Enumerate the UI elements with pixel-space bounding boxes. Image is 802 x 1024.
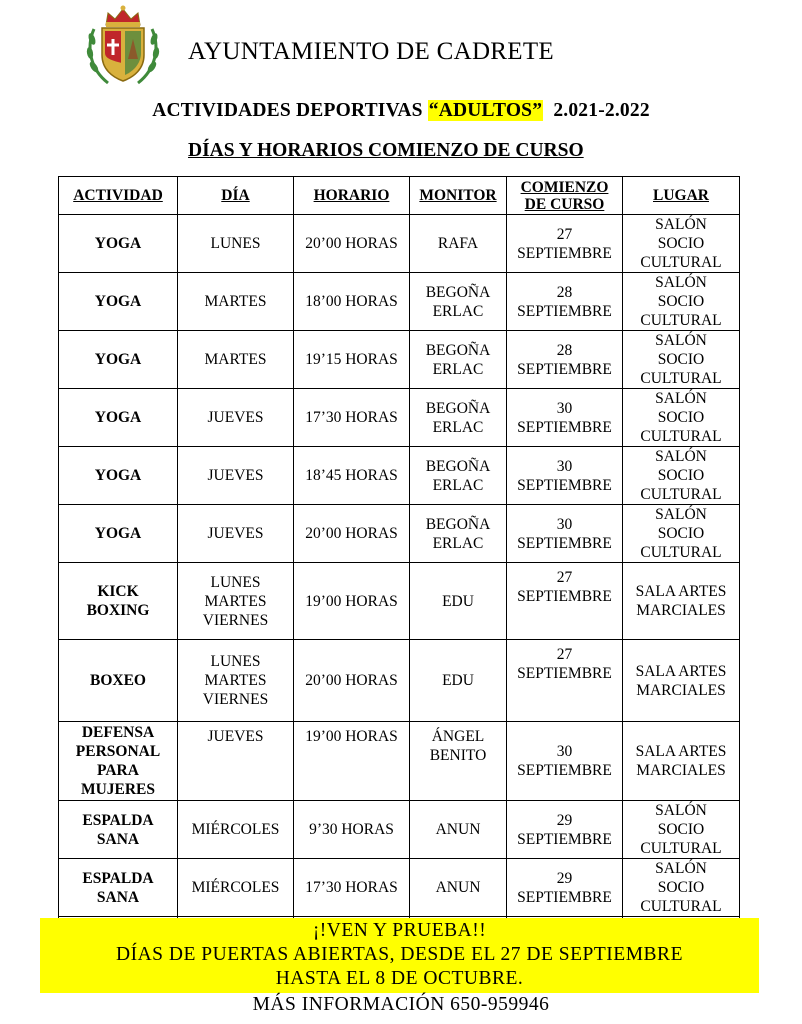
place-line: SALÓN: [655, 802, 707, 819]
cell-monitor: [410, 215, 507, 273]
cell-place: [623, 273, 740, 331]
monitor-line: BEGOÑA: [425, 341, 491, 359]
place-line: SOCIO: [657, 467, 705, 484]
activity-line: DEFENSA: [81, 724, 155, 741]
start-month: SEPTIEMBRE: [517, 665, 612, 682]
activity-line: SANA: [96, 830, 140, 848]
activity-line: YOGA: [94, 409, 142, 426]
title-prefix: ACTIVIDADES DEPORTIVAS: [152, 100, 428, 121]
header-place: LUGAR: [623, 177, 740, 215]
monitor-line: ERLAC: [432, 302, 484, 320]
cell-start: [507, 273, 623, 331]
cell-start: [507, 563, 623, 640]
start-month: SEPTIEMBRE: [517, 534, 612, 552]
place-line: SOCIO: [657, 525, 705, 542]
cell-place: [623, 389, 740, 447]
schedule-table: [58, 176, 740, 934]
cell-activity: [59, 859, 178, 917]
cell-start: [507, 331, 623, 389]
day-line: MARTES: [204, 592, 267, 610]
cell-time: 20’00 HORAS: [294, 640, 410, 722]
cell-time: 20’00 HORAS: [294, 215, 410, 273]
day-line: MARTES: [204, 293, 267, 310]
cell-time: 18’00 HORAS: [294, 273, 410, 331]
place-line: SALÓN: [655, 274, 707, 291]
place-line: SOCIO: [657, 409, 705, 426]
place-line: CULTURAL: [640, 428, 722, 445]
start-day: 28: [556, 341, 573, 359]
start-day: 27: [556, 569, 573, 586]
day-line: LUNES: [210, 573, 261, 591]
header-start-line1: COMIENZO: [520, 178, 609, 196]
cell-start: [507, 389, 623, 447]
cell-day: [178, 722, 294, 801]
place-line: CULTURAL: [640, 898, 722, 915]
cell-activity: [59, 389, 178, 447]
cell-time: 19’00 HORAS: [294, 722, 410, 801]
cell-place: [623, 722, 740, 801]
cell-time: 9’30 HORAS: [294, 801, 410, 859]
place-line: CULTURAL: [640, 486, 722, 503]
cell-activity: [59, 640, 178, 722]
place-line: MARCIALES: [636, 602, 726, 619]
header-start-line2: DE CURSO: [524, 195, 605, 213]
monitor-line: EDU: [442, 672, 474, 689]
cell-monitor: [410, 563, 507, 640]
table-row: [59, 389, 740, 447]
banner-line-1: ¡!VEN Y PRUEBA!!: [312, 920, 487, 941]
place-line: SALÓN: [655, 860, 707, 877]
banner-line-2: DÍAS DE PUERTAS ABIERTAS, DESDE EL 27 DE SEPTIEMBRE: [116, 944, 683, 965]
start-month: SEPTIEMBRE: [517, 244, 612, 262]
monitor-line: ERLAC: [432, 360, 484, 378]
activity-line: SANA: [96, 888, 140, 906]
place-line: SALÓN: [655, 506, 707, 523]
monitor-line: RAFA: [437, 235, 479, 252]
place-line: CULTURAL: [640, 370, 722, 387]
start-day: 29: [556, 869, 573, 887]
table-row: [59, 859, 740, 917]
start-month: SEPTIEMBRE: [517, 418, 612, 436]
cell-place: [623, 563, 740, 640]
cell-activity: [59, 447, 178, 505]
start-month: SEPTIEMBRE: [517, 588, 612, 605]
cell-place: [623, 447, 740, 505]
cell-time: 20’00 HORAS: [294, 505, 410, 563]
more-info-phone: MÁS INFORMACIÓN 650-959946: [252, 994, 550, 1015]
day-line: MIÉRCOLES: [191, 879, 280, 896]
day-line: LUNES: [210, 653, 261, 670]
cell-monitor: [410, 389, 507, 447]
place-line: MARCIALES: [636, 681, 726, 699]
cell-place: [623, 859, 740, 917]
table-row: [59, 801, 740, 859]
place-line: SALA ARTES: [635, 743, 727, 760]
cell-time: 19’00 HORAS: [294, 563, 410, 640]
activity-line: YOGA: [94, 525, 142, 542]
cell-start: [507, 447, 623, 505]
cell-monitor: [410, 273, 507, 331]
day-line: VIERNES: [202, 691, 269, 708]
start-day: 27: [556, 646, 573, 663]
cell-start: [507, 215, 623, 273]
monitor-line: ANUN: [435, 821, 481, 838]
monitor-line: BEGOÑA: [425, 457, 491, 475]
cell-day: [178, 801, 294, 859]
start-month: SEPTIEMBRE: [517, 302, 612, 320]
cell-monitor: [410, 447, 507, 505]
start-day: 30: [556, 743, 573, 760]
activity-line: ESPALDA: [82, 811, 154, 829]
header-monitor: MONITOR: [410, 177, 507, 215]
cell-day: [178, 273, 294, 331]
cell-monitor: [410, 801, 507, 859]
title-highlight: “ADULTOS”: [428, 100, 543, 121]
table-header-row: [59, 177, 740, 215]
place-line: CULTURAL: [640, 312, 722, 329]
cell-place: [623, 331, 740, 389]
cell-place: [623, 215, 740, 273]
title-season: 2.021-2.022: [543, 100, 650, 121]
cell-day: [178, 563, 294, 640]
monitor-line: BEGOÑA: [425, 283, 491, 301]
cell-time: 17’30 HORAS: [294, 859, 410, 917]
day-line: JUEVES: [207, 409, 264, 426]
day-line: JUEVES: [207, 525, 264, 542]
monitor-line: BEGOÑA: [425, 515, 491, 533]
schedule-subtitle: DÍAS Y HORARIOS COMIENZO DE CURSO: [188, 140, 584, 161]
cell-activity: [59, 331, 178, 389]
day-line: MARTES: [204, 351, 267, 368]
place-line: SALA ARTES: [635, 583, 727, 600]
banner-line-3: HASTA EL 8 DE OCTUBRE.: [275, 968, 524, 989]
place-line: SALÓN: [655, 448, 707, 465]
activity-line: YOGA: [94, 293, 142, 310]
place-line: SALÓN: [655, 216, 707, 233]
cell-time: 18’45 HORAS: [294, 447, 410, 505]
table-row: [59, 331, 740, 389]
monitor-line: ANUN: [435, 879, 481, 896]
header-day: DÍA: [178, 177, 294, 215]
cell-monitor: [410, 331, 507, 389]
cell-day: [178, 389, 294, 447]
cell-start: [507, 722, 623, 801]
start-day: 27: [556, 225, 573, 243]
cell-day: [178, 447, 294, 505]
monitor-line: ERLAC: [432, 534, 484, 552]
table-row: [59, 640, 740, 722]
header-start: [507, 177, 623, 215]
day-line: MIÉRCOLES: [191, 821, 280, 838]
start-day: 29: [556, 811, 573, 829]
place-line: SALA ARTES: [635, 662, 727, 680]
place-line: SALÓN: [655, 332, 707, 349]
activity-line: BOXING: [86, 602, 150, 619]
day-line: JUEVES: [207, 728, 264, 745]
cell-place: [623, 801, 740, 859]
start-day: 28: [556, 283, 573, 301]
start-month: SEPTIEMBRE: [517, 762, 612, 779]
activity-line: YOGA: [94, 351, 142, 368]
day-line: LUNES: [210, 235, 261, 252]
coat-of-arms-logo: [84, 3, 162, 87]
place-line: SOCIO: [657, 821, 705, 838]
start-month: SEPTIEMBRE: [517, 888, 612, 906]
start-month: SEPTIEMBRE: [517, 830, 612, 848]
place-line: SOCIO: [657, 235, 705, 252]
table-row: [59, 722, 740, 801]
cell-activity: [59, 273, 178, 331]
table-row: [59, 563, 740, 640]
cell-day: [178, 640, 294, 722]
start-day: 30: [556, 399, 573, 417]
cell-start: [507, 801, 623, 859]
place-line: CULTURAL: [640, 544, 722, 561]
place-line: SALÓN: [655, 390, 707, 407]
start-month: SEPTIEMBRE: [517, 360, 612, 378]
activities-title: [0, 100, 802, 122]
cell-day: [178, 505, 294, 563]
cell-activity: [59, 215, 178, 273]
day-line: JUEVES: [207, 467, 264, 484]
activity-line: PARA: [97, 762, 139, 779]
table-row: [59, 215, 740, 273]
header-schedule: HORARIO: [294, 177, 410, 215]
header-activity: ACTIVIDAD: [59, 177, 178, 215]
cell-time: 19’15 HORAS: [294, 331, 410, 389]
activity-line: PERSONAL: [75, 743, 161, 760]
cell-day: [178, 859, 294, 917]
start-day: 30: [556, 515, 573, 533]
cell-time: 17’30 HORAS: [294, 389, 410, 447]
start-month: SEPTIEMBRE: [517, 476, 612, 494]
place-line: MARCIALES: [636, 762, 726, 779]
day-line: VIERNES: [202, 611, 269, 629]
monitor-line: EDU: [442, 592, 474, 610]
table-row: [59, 273, 740, 331]
cell-activity: [59, 722, 178, 801]
monitor-line: ERLAC: [432, 476, 484, 494]
cell-monitor: [410, 640, 507, 722]
cell-activity: [59, 505, 178, 563]
monitor-line: BENITO: [429, 747, 487, 764]
cell-monitor: [410, 722, 507, 801]
place-line: CULTURAL: [640, 840, 722, 857]
cell-place: [623, 505, 740, 563]
cell-start: [507, 640, 623, 722]
start-day: 30: [556, 457, 573, 475]
place-line: SOCIO: [657, 879, 705, 896]
cell-day: [178, 331, 294, 389]
place-line: CULTURAL: [640, 254, 722, 271]
cell-monitor: [410, 859, 507, 917]
cell-activity: [59, 563, 178, 640]
cell-start: [507, 505, 623, 563]
table-row: [59, 447, 740, 505]
cell-monitor: [410, 505, 507, 563]
monitor-line: ÁNGEL: [431, 728, 485, 745]
place-line: SOCIO: [657, 351, 705, 368]
monitor-line: BEGOÑA: [425, 399, 491, 417]
open-doors-banner: [40, 918, 759, 993]
activity-line: KICK: [97, 583, 139, 600]
activity-line: ESPALDA: [82, 869, 154, 887]
activity-line: MUJERES: [80, 781, 156, 798]
table-row: [59, 505, 740, 563]
activity-line: YOGA: [94, 467, 142, 484]
cell-activity: [59, 801, 178, 859]
organization-name: AYUNTAMIENTO DE CADRETE: [188, 38, 554, 65]
cell-place: [623, 640, 740, 722]
activity-line: BOXEO: [90, 672, 146, 689]
monitor-line: ERLAC: [432, 418, 484, 436]
day-line: MARTES: [204, 672, 267, 689]
cell-day: [178, 215, 294, 273]
activity-line: YOGA: [94, 235, 142, 252]
cell-start: [507, 859, 623, 917]
place-line: SOCIO: [657, 293, 705, 310]
